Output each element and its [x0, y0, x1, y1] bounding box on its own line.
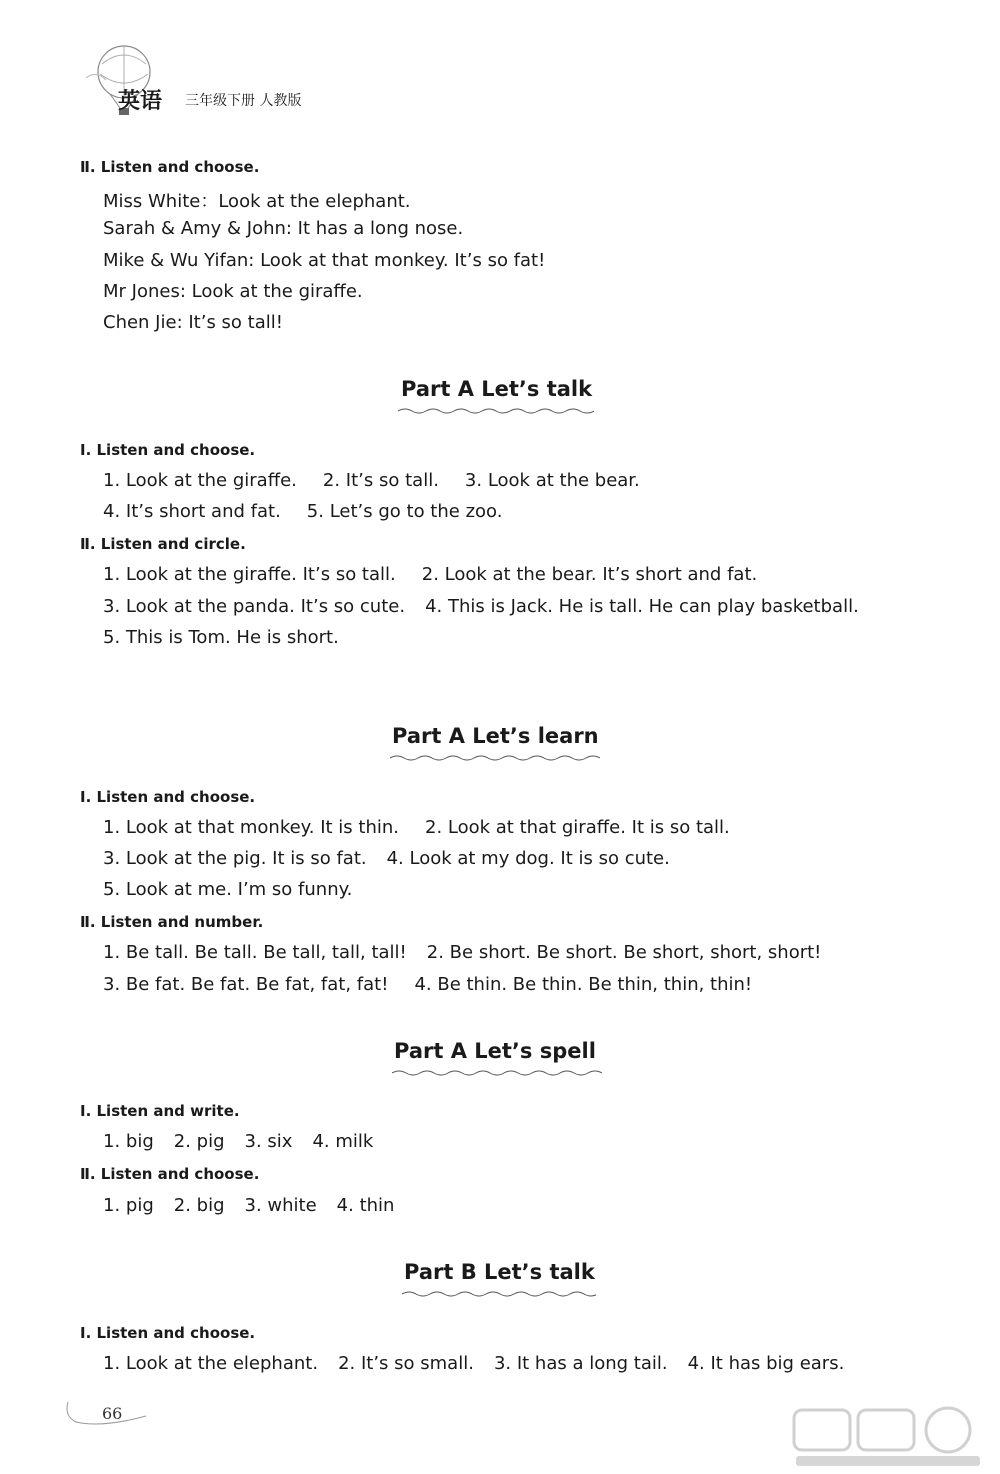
answer-line: 3. Be fat. Be fat. Be fat, fat, fat! 4. Be thin. Be thin. Be thin, thin, thin! — [103, 974, 753, 995]
dialogue-line: Mike & Wu Yifan: Look at that monkey. It’s so fat! — [103, 250, 546, 271]
dialogue-line: Mr Jones: Look at the giraffe. — [103, 281, 363, 302]
exercise-heading: Ⅱ. Listen and number. — [80, 913, 264, 931]
answer-line: 1. Be tall. Be tall. Be tall, tall, tall! 2. Be short. Be short. Be short, short, short! — [103, 942, 822, 963]
section-underline — [390, 754, 604, 762]
answer-line: 3. Look at the pig. It is so fat. 4. Look at my dog. It is so cute. — [103, 848, 670, 869]
dialogue-line: Chen Jie: It’s so tall! — [103, 312, 283, 333]
answer-line: 5. This is Tom. He is short. — [103, 627, 339, 648]
section-title: Part A Let’s spell — [394, 1039, 596, 1063]
subject-title: 英语 — [118, 89, 163, 114]
answer-line: 5. Look at me. I’m so funny. — [103, 879, 353, 900]
answer-line: 1. Look at that monkey. It is thin. 2. Look at that giraffe. It is so tall. — [103, 817, 730, 838]
exercise-heading: Ⅰ. Listen and choose. — [80, 441, 256, 459]
answer-line: 1. pig 2. big 3. white 4. thin — [103, 1195, 395, 1216]
exercise-heading: Ⅰ. Listen and choose. — [80, 1324, 256, 1342]
answer-line: 1. Look at the elephant. 2. It’s so small. 3. It has a long tail. 4. It has big ears. — [103, 1353, 845, 1374]
answer-line: 3. Look at the panda. It’s so cute. 4. This is Jack. He is tall. He can play basketball. — [103, 596, 859, 617]
answer-line: 1. Look at the giraffe. It’s so tall. 2. Look at the bear. It’s short and fat. — [103, 564, 758, 585]
section-underline — [402, 1290, 596, 1298]
exercise-heading: Ⅱ. Listen and circle. — [80, 535, 246, 553]
answer-line: 1. Look at the giraffe. 2. It’s so tall. 3. Look at the bear. — [103, 470, 640, 491]
page-header — [40, 40, 460, 130]
section-underline — [392, 1069, 604, 1077]
exercise-heading: Ⅱ. Listen and choose. — [80, 1165, 260, 1183]
section-title: Part B Let’s talk — [404, 1260, 595, 1284]
watermark-logo — [788, 1404, 988, 1470]
section-underline — [398, 407, 594, 415]
dialogue-line: Sarah & Amy & John: It has a long nose. — [103, 218, 464, 239]
exercise-heading: Ⅱ. Listen and choose. — [80, 158, 260, 176]
answer-line: 4. It’s short and fat. 5. Let’s go to the zoo. — [103, 501, 503, 522]
page-number: 66 — [102, 1404, 123, 1423]
exercise-heading: Ⅰ. Listen and write. — [80, 1102, 240, 1120]
answer-line: 1. big 2. pig 3. six 4. milk — [103, 1131, 374, 1152]
grade-edition: 三年级下册 人教版 — [185, 93, 302, 109]
section-title: Part A Let’s talk — [401, 377, 593, 401]
exercise-heading: Ⅰ. Listen and choose. — [80, 788, 256, 806]
section-title: Part A Let’s learn — [392, 724, 599, 748]
dialogue-line: Miss White：Look at the elephant. — [103, 191, 411, 212]
